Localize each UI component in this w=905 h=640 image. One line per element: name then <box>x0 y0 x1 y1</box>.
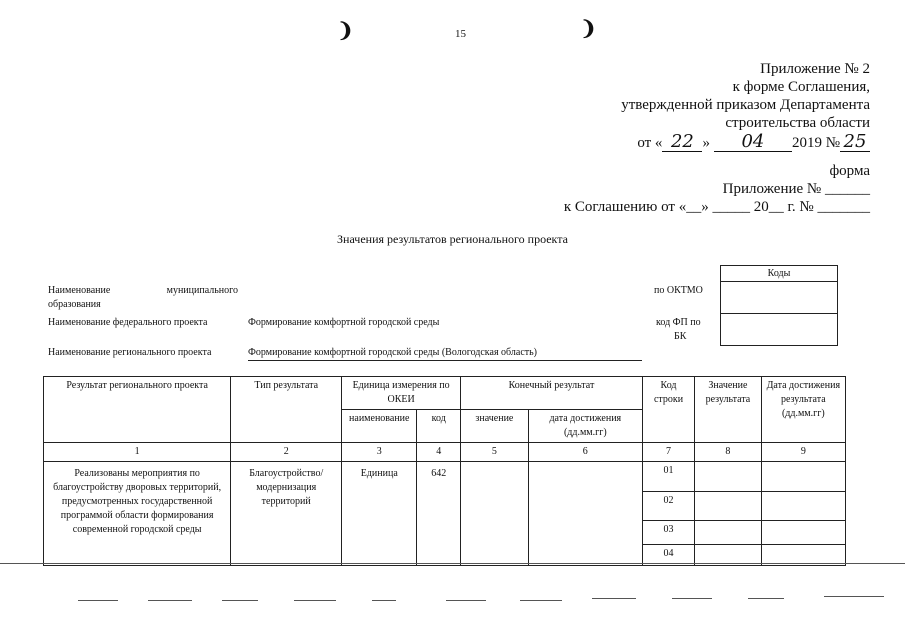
result-value-cell <box>695 521 761 544</box>
appendix-line-3: утвержденной приказом Департамента <box>621 97 870 113</box>
header-unit-name: наименование <box>342 410 417 443</box>
codes-header: Коды <box>721 266 838 282</box>
oktmo-label: по ОКТМО <box>654 285 703 296</box>
dash-artifact <box>294 600 336 601</box>
result-value-cell <box>695 462 761 492</box>
regional-project-label: Наименование регионального проекта <box>48 347 212 358</box>
dash-artifact <box>592 598 636 599</box>
result-date-cell <box>761 521 845 544</box>
dash-artifact <box>748 598 784 599</box>
punch-mark-right: ❩ <box>580 18 597 40</box>
codes-box <box>720 265 838 346</box>
results-table <box>43 376 846 566</box>
result-date-cell <box>761 462 845 492</box>
col-number: 1 <box>44 443 231 462</box>
header-type: Тип результата <box>231 377 342 443</box>
final-date-cell <box>528 462 642 566</box>
unit-name-cell: Единица <box>342 462 417 566</box>
col-number: 2 <box>231 443 342 462</box>
line-code-cell: 04 <box>642 544 694 565</box>
header-unit: Единица измерения по ОКЕИ <box>342 377 461 410</box>
fold-line <box>0 563 905 564</box>
header-final-result: Конечный результат <box>461 377 643 410</box>
result-value-cell <box>695 491 761 521</box>
header-line-code: Код строки <box>642 377 694 443</box>
final-value-cell <box>461 462 529 566</box>
handwritten-number: 25 <box>840 133 870 152</box>
dash-artifact <box>148 600 192 601</box>
appendix-line-2: к форме Соглашения, <box>732 79 870 95</box>
form-appendix-number: Приложение № ______ <box>722 181 870 197</box>
header-result: Результат регионального проекта <box>44 377 231 443</box>
dash-artifact <box>520 600 562 601</box>
header-final-value: значение <box>461 410 529 443</box>
appendix-header <box>621 60 870 152</box>
col-number: 8 <box>695 443 761 462</box>
oktmo-code-cell <box>721 282 838 314</box>
form-block <box>564 162 870 216</box>
line-code-cell: 01 <box>642 462 694 492</box>
col-number: 6 <box>528 443 642 462</box>
dash-artifact <box>824 596 884 597</box>
result-cell: Реализованы мероприятия по благоустройству дворовых территорий, предусмотренных государственной программой области формирования современной городской среды <box>44 462 231 566</box>
line-code-cell: 02 <box>642 491 694 521</box>
header-result-date: Дата достижения результата (дд.мм.гг) <box>761 377 845 443</box>
col-number: 4 <box>417 443 461 462</box>
fp-code-cell <box>721 314 838 346</box>
federal-project-value: Формирование комфортной городской среды <box>248 317 440 328</box>
punch-mark-left: ❩ <box>337 20 354 42</box>
appendix-number: Приложение № 2 <box>760 61 870 77</box>
unit-code-cell: 642 <box>417 462 461 566</box>
handwritten-month: 04 <box>714 133 792 152</box>
header-result-value: Значение результата <box>695 377 761 443</box>
col-number: 7 <box>642 443 694 462</box>
type-cell: Благоустройство/ модернизация территорий <box>231 462 342 566</box>
dash-artifact <box>78 600 118 601</box>
forma-label: форма <box>829 163 870 179</box>
result-date-cell <box>761 491 845 521</box>
table-row <box>44 462 846 492</box>
page-number: 15 <box>455 28 466 40</box>
handwritten-day: 22 <box>662 133 702 152</box>
form-agreement-line: к Соглашению от «__» _____ 20__ г. № _______ <box>563 199 870 215</box>
regional-project-value: Формирование комфортной городской среды (Вологодская область) <box>248 346 642 361</box>
dash-artifact <box>446 600 486 601</box>
fp-code-label: код ФП по БК <box>656 317 701 342</box>
col-number: 5 <box>461 443 529 462</box>
municipal-label: Наименование муниципального образования <box>48 285 238 310</box>
col-number: 3 <box>342 443 417 462</box>
column-number-row <box>44 443 846 462</box>
dash-artifact <box>672 598 712 599</box>
page-title: Значения результатов регионального проекта <box>337 232 568 246</box>
appendix-date-line: от « 22 » 04 2019 № 25 <box>621 133 870 152</box>
header-unit-code: код <box>417 410 461 443</box>
appendix-line-4: строительства области <box>725 115 870 131</box>
line-code-cell: 03 <box>642 521 694 544</box>
federal-project-label: Наименование федерального проекта <box>48 317 208 328</box>
dash-artifact <box>372 600 396 601</box>
col-number: 9 <box>761 443 845 462</box>
dash-artifact <box>222 600 258 601</box>
header-final-date: дата достижения (дд.мм.гг) <box>528 410 642 443</box>
